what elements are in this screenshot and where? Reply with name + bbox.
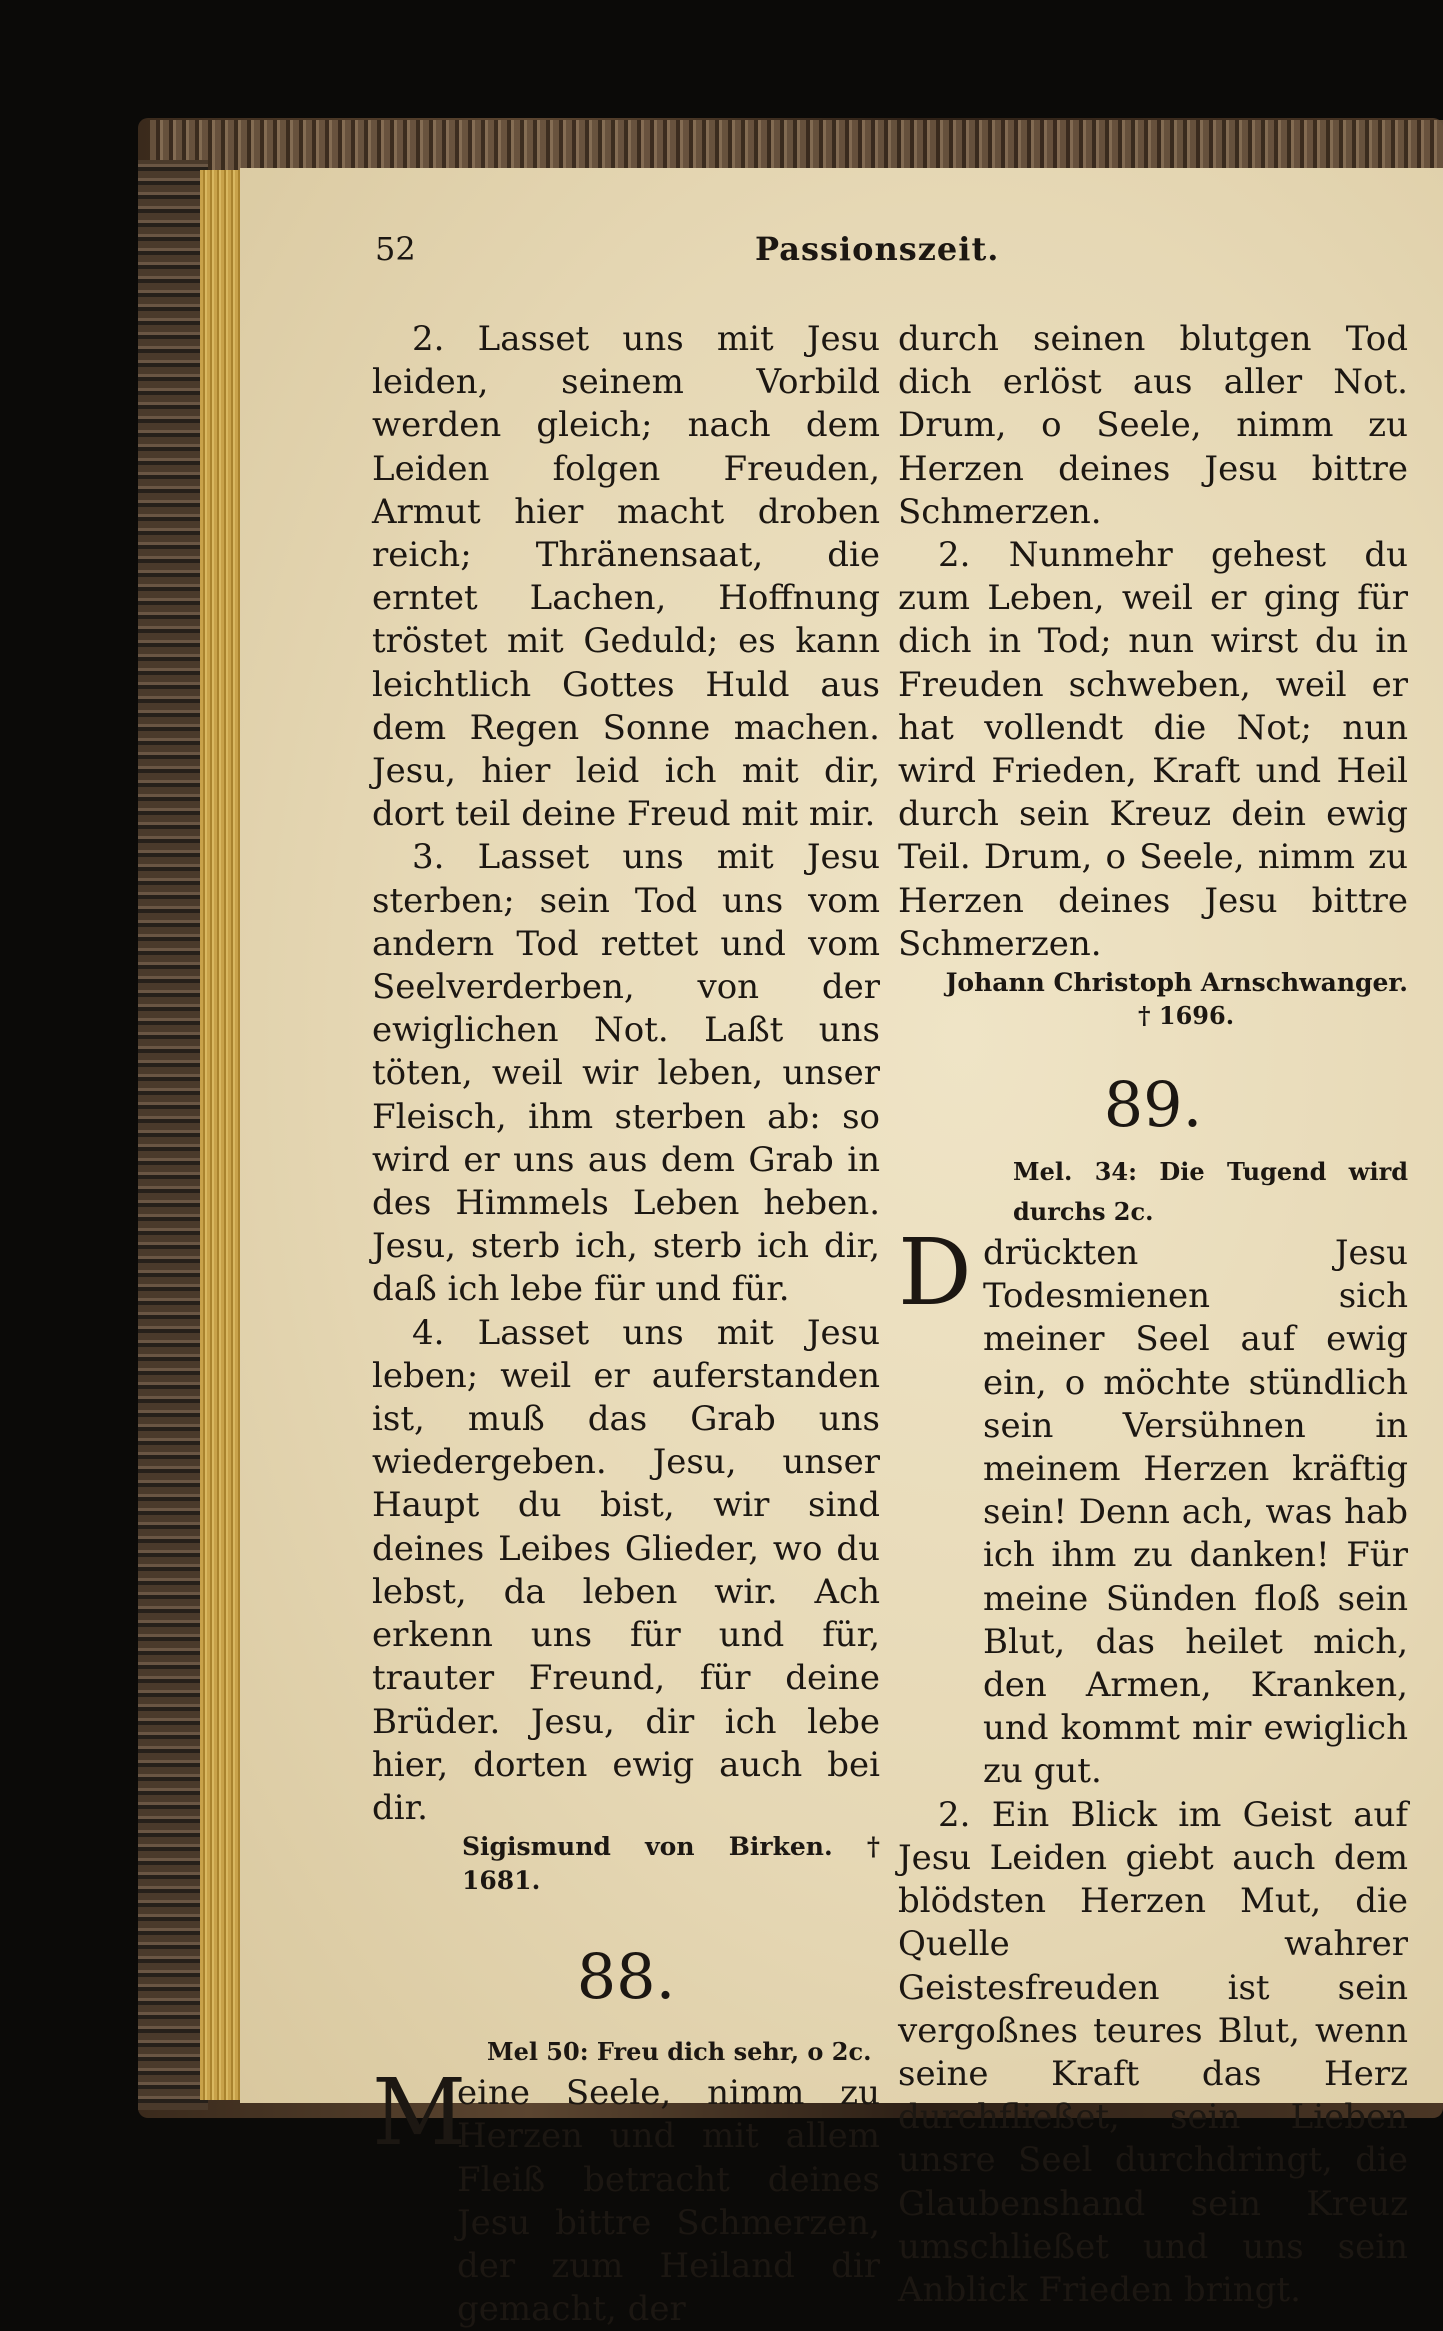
author-attribution: Sigismund von Birken. † 1681.: [462, 1832, 880, 1896]
stanza: 2. Lasset uns mit Jesu leiden, seinem Vorbild werden gleich; nach dem Leiden folgen Freuden, Armut hier macht droben reich; Thränensaat, die erntet Lachen, Hoffnung tröstet mit Geduld; es kann leichtlich Gottes Huld aus dem Regen Sonne machen. Jesu, hier leid ich mit dir, dort teil deine Freud mit mir.: [372, 319, 880, 835]
melody-reference: Mel 50: Freu dich sehr, o 2c.: [487, 2037, 872, 2067]
drop-cap: M: [372, 2059, 467, 2167]
death-year: † 1696.: [1138, 1001, 1235, 1031]
stanza: 2. Ein Blick im Geist auf Jesu Leiden giebt auch dem blödsten Herzen Mut, die Quelle wahrer Geistesfreuden ist sein vergoßnes teures Blut, wenn seine Kraft das Herz durchfließet, sein Lieben unsre Seel durchdringt, die Glaubenshand sein Kreuz umschließet und uns sein Anblick Frieden bringt.: [898, 1794, 1408, 2310]
page-header: [375, 230, 1405, 278]
stanza: 4. Lasset uns mit Jesu leben; weil er auferstanden ist, muß das Grab uns wiedergeben. Jesu, unser Haupt du bist, wir sind deines Leibes Glieder, wo du lebst, da leben wir. Ach erkenn uns für und für, trauter Freund, für deine Brüder. Jesu, dir ich lebe hier, dorten ewig auch bei dir.: [372, 1312, 880, 1828]
hymn-text: eine Seele, nimm zu Herzen und mit allem Fleiß betracht deines Jesu bittre Schmerzen, der zum Heiland dir gemacht, der: [457, 2073, 880, 2330]
book-spine-left: [138, 160, 208, 2110]
hymn-text-continued: durch seinen blutgen Tod dich erlöst aus aller Not. Drum, o Seele, nimm zu Herzen deines Jesu bittre Schmerzen.: [898, 319, 1408, 532]
melody-reference: Mel. 34: Die Tugend wird durchs 2c.: [1013, 1157, 1408, 1227]
stanza: 3. Lasset uns mit Jesu sterben; sein Tod uns vom andern Tod rettet und vom Seelverderben, von der ewiglichen Not. Laßt uns töten, weil wir leben, unser Fleisch, ihm sterben ab: so wird er uns aus dem Grab in des Himmels Leben heben. Jesu, sterb ich, sterb ich dir, daß ich lebe für und für.: [372, 837, 880, 1310]
hymn-number: 89.: [1103, 1068, 1203, 1142]
author-attribution: Johann Christoph Arnschwanger.: [945, 968, 1408, 998]
right-column: [898, 318, 1408, 2312]
hymn-opening: [372, 2059, 880, 2331]
drop-cap: D: [898, 1219, 972, 1327]
stanza: 2. Nunmehr gehest du zum Leben, weil er ging für dich in Tod; nun wirst du in Freuden schweben, weil er hat vollendt die Not; nun wird Frieden, Kraft und Heil durch sein Kreuz dein ewig Teil. Drum, o Seele, nimm zu Herzen deines Jesu bittre Schmerzen.: [898, 535, 1408, 964]
page-number: 52: [375, 230, 416, 268]
hymn-text: drückten Jesu Todesmienen sich meiner Seel auf ewig ein, o möchte stündlich sein Versühnen in meinem Herzen kräftig sein! Denn ach, was hab ich ihm zu danken! Für meine Sünden floß sein Blut, das heilet mich, den Armen, Kranken, und kommt mir ewiglich zu gut.: [983, 1233, 1408, 1792]
left-column: [372, 318, 880, 2331]
hymn-opening: [898, 1219, 1408, 1794]
running-head: Passionszeit.: [755, 230, 1000, 268]
hymn-number: 88.: [576, 1940, 676, 2014]
